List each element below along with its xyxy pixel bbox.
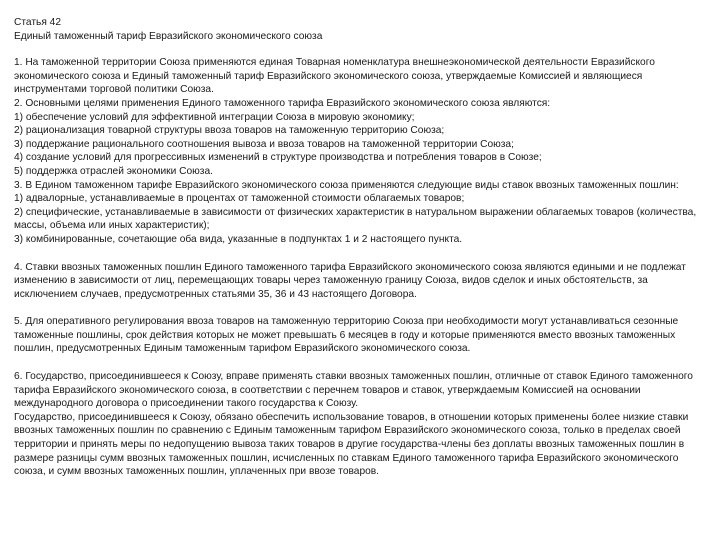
article-number: Статья 42: [14, 17, 62, 28]
paragraph-3: 3. В Едином таможенном тарифе Евразийского экономического союза применяются следующие виды ставок ввозных таможенных пошлин:: [14, 179, 679, 191]
paragraph-4: 4. Ставки ввозных таможенных пошлин Единого таможенного тарифа Евразийского экономического союза являются едиными и не подлежат изменению в зависимости от лиц, перемещающих товары через таможенную границу Союза, видов сделок и иных обстоятельств, за исключением случаев, предусмотренных статьями 35, 36 и 43 настоящего Договора.: [14, 261, 686, 300]
list-item: 5) поддержка отраслей экономики Союза.: [14, 165, 213, 177]
list-item: 1) обеспечение условий для эффективной интеграции Союза в мировую экономику;: [14, 111, 415, 123]
list-item: 3) поддержание рационального соотношения вывоза и ввоза товаров на таможенной территории Союза;: [14, 138, 514, 150]
list-item: 4) создание условий для прогрессивных изменений в структуре производства и потребления товаров в Союзе;: [14, 152, 542, 164]
list-item: 3) комбинированные, сочетающие оба вида, указанные в подпунктах 1 и 2 настоящего пункта.: [14, 233, 463, 245]
paragraph-1: 1. На таможенной территории Союза применяются единая Товарная номенклатура внешнеэкономической деятельности Евразийского экономического союза и Единый таможенный тариф Евразийского экономического союза, утверждаемые Комиссией и являющиеся инструментами торговой политики Союза.: [14, 57, 655, 96]
list-item: 2) рационализация товарной структуры ввоза товаров на таможенную территорию Союза;: [14, 125, 445, 137]
paragraph-6-continued: Государство, присоединившееся к Союзу, обязано обеспечить использование товаров, в отношении которых применены более низкие ставки ввозных таможенных пошлин по сравнению с Единым таможенным тарифом Евразийского экономического союза, только в пределах своей территории и принять меры по недопущению вывоза таких товаров в другие государства-члены без доплаты ввозных таможенных пошлин в размере разницы сумм ввозных таможенных пошлин, исчисленных по ставкам Единого таможенного тарифа Евразийского экономического союза, и сумм ввозных таможенных пошлин, уплаченных при ввозе товаров.: [14, 411, 689, 478]
article-title: Единый таможенный тариф Евразийского экономического союза: [14, 30, 323, 42]
paragraph-6: 6. Государство, присоединившееся к Союзу, вправе применять ставки ввозных таможенных пошлин, отличные от ставок Единого таможенного тарифа Евразийского экономического союза, в соответствии с перечнем товаров и ставок, утверждаемым Комиссией на основании международного договора о присоединении такого государства к Союзу.: [14, 371, 693, 410]
list-item: 1) адвалорные, устанавливаемые в процентах от таможенной стоимости облагаемых товаров;: [14, 193, 465, 205]
list-item: 2) специфические, устанавливаемые в зависимости от физических характеристик в натуральном выражении облагаемых товаров (количества, массы, объема или иных характеристик);: [14, 206, 697, 232]
paragraph-2: 2. Основными целями применения Единого таможенного тарифа Евразийского экономического союза являются:: [14, 97, 551, 109]
paragraph-5: 5. Для оперативного регулирования ввоза товаров на таможенную территорию Союза при необходимости могут устанавливаться сезонные таможенные пошлины, срок действия которых не может превышать 6 месяцев в году и которые применяются вместо ввозных таможенных пошлин, предусмотренных Единым таможенным тарифом Евразийского экономического союза.: [14, 316, 679, 355]
